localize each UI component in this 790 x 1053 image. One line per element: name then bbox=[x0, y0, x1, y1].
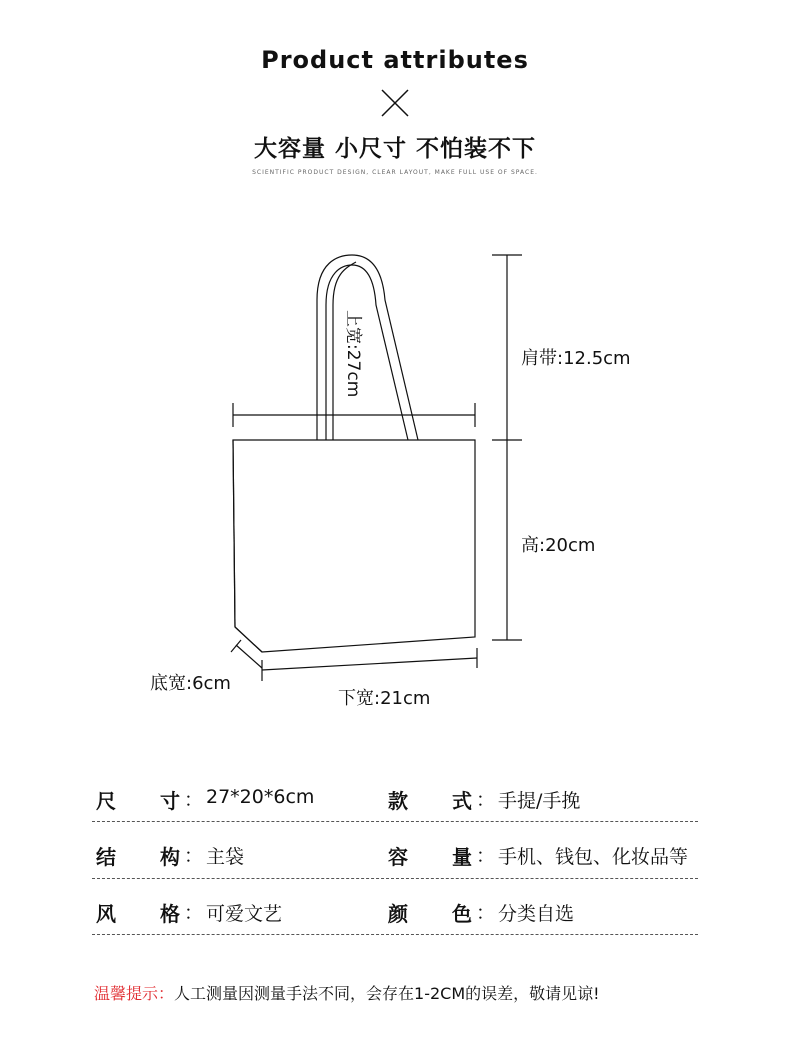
note-text: 人工测量因测量手法不同，会存在1-2CM的误差，敬请见谅! bbox=[174, 984, 600, 1003]
divider bbox=[92, 934, 698, 935]
spec-label: 色 bbox=[452, 902, 472, 926]
spec-colon: ： bbox=[476, 845, 496, 867]
subtitle: 大容量 小尺寸 不怕装不下 bbox=[253, 136, 536, 162]
page-title: Product attributes bbox=[261, 46, 529, 74]
spec-label: 尺 bbox=[96, 789, 116, 813]
spec-label: 寸 bbox=[160, 789, 180, 813]
spec-label: 格 bbox=[160, 902, 180, 926]
bottom-depth-label: 底宽:6cm bbox=[150, 673, 231, 694]
spec-value: 27*20*6cm bbox=[206, 786, 315, 808]
spec-label: 构 bbox=[160, 845, 180, 869]
spec-colon: ： bbox=[184, 902, 204, 924]
spec-label: 颜 bbox=[388, 902, 408, 926]
bag-body bbox=[233, 440, 475, 652]
spec-value: 主袋 bbox=[206, 846, 245, 868]
spec-colon: ： bbox=[184, 845, 204, 867]
bottom-width-label: 下宽:21cm bbox=[338, 688, 431, 709]
spec-colon: ： bbox=[184, 789, 204, 811]
spec-colon: ： bbox=[476, 902, 496, 924]
spec-label: 结 bbox=[96, 845, 116, 869]
spec-label: 容 bbox=[388, 845, 408, 869]
spec-value: 手提/手挽 bbox=[498, 790, 581, 812]
spec-value: 可爱文艺 bbox=[206, 903, 283, 925]
spec-value: 分类自选 bbox=[498, 903, 575, 925]
strap-label: 肩带:12.5cm bbox=[521, 348, 631, 369]
spec-label: 风 bbox=[96, 902, 116, 926]
tagline: SCIENTIFIC PRODUCT DESIGN, CLEAR LAYOUT, MAKE FULL USE OF SPACE. bbox=[252, 169, 538, 176]
top-width-label: 上宽:27cm bbox=[343, 310, 363, 398]
spec-colon: ： bbox=[476, 789, 496, 811]
spec-label: 款 bbox=[388, 789, 408, 813]
spec-label: 式 bbox=[452, 789, 472, 813]
divider bbox=[92, 878, 698, 879]
height-label: 高:20cm bbox=[521, 535, 596, 556]
spec-value: 手机、钱包、化妆品等 bbox=[498, 846, 689, 868]
divider bbox=[92, 821, 698, 822]
bottom-width-line bbox=[262, 658, 477, 670]
spec-label: 量 bbox=[452, 845, 472, 869]
warning-label: 温馨提示： bbox=[94, 984, 175, 1003]
measurement-note bbox=[94, 981, 600, 1004]
